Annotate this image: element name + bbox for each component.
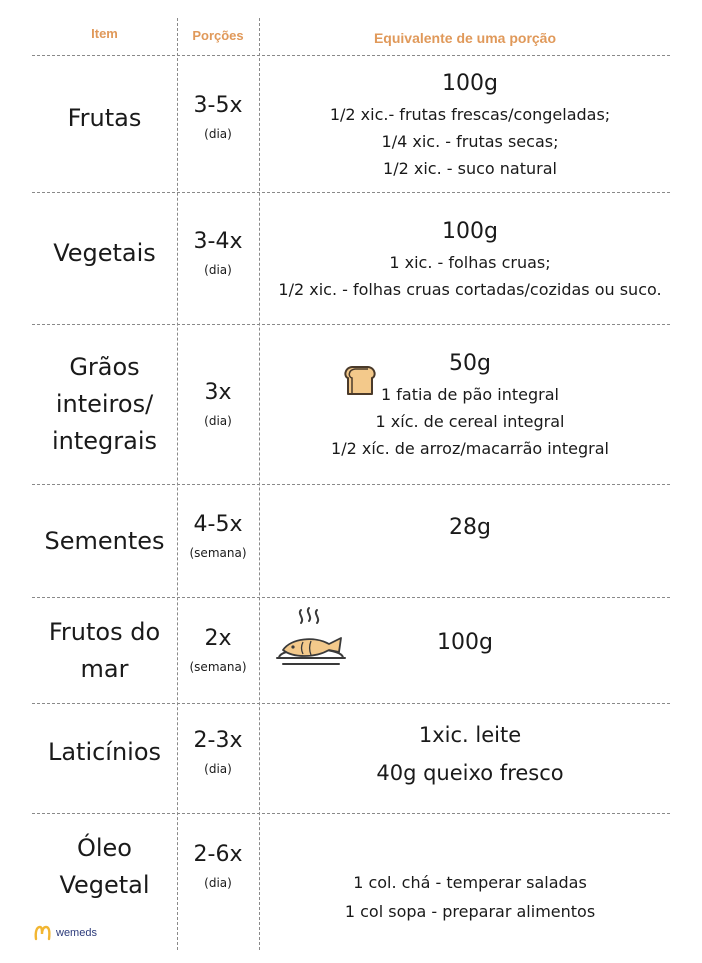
item-name: Grãos [69,353,140,381]
porcao-unit: (dia) [204,262,232,277]
porcao-unit: (dia) [204,127,232,141]
equivalente-line: 1/2 xic. - suco natural [383,158,557,178]
porcao-unit: (semana) [189,546,247,560]
table-row-vegetais [0,193,702,324]
item-name: mar [80,654,129,683]
peso-value: 50g [449,351,491,376]
equivalente-line: 1/2 xíc. de arroz/macarrão integral [331,439,609,458]
header-equivalente: Equivalente de uma porção [373,30,557,46]
peso-value: 100g [437,629,493,655]
equivalente-line: 1 fatia de pão integral [381,385,559,404]
item-name: Frutos do [48,617,161,646]
item-name: Sementes [44,526,165,555]
porcao-unit: (dia) [204,761,232,776]
table-row-oleo-vegetal [0,814,702,949]
peso-value: 28g [449,515,491,540]
porcao-unit: (dia) [204,875,232,890]
equivalente-line: 1 col. chá - temperar saladas [353,872,587,892]
equivalente-line: 1xic. leite [418,722,522,747]
header-porcoes: Porções [192,28,244,43]
porcao-value: 3-4x [193,228,243,254]
item-name: Frutas [67,103,142,132]
equivalente-line: 1 xic. - folhas cruas; [389,252,551,272]
table-row-graos [0,325,702,484]
equivalente-line: 40g queixo fresco [376,760,564,785]
porcao-unit: (dia) [204,413,232,428]
porcao-value: 2-6x [193,841,243,867]
item-name: integrais [51,427,158,455]
equivalente-line: 1/2 xic.- frutas frescas/congeladas; [329,104,611,124]
porcao-value: 2-3x [193,727,243,753]
peso-value: 100g [442,218,498,244]
table-row-laticinios [0,704,702,813]
equivalente-line: 1 col sopa - preparar alimentos [344,901,596,921]
porcao-value: 2x [204,625,232,651]
item-name: Óleo [76,833,132,862]
item-name: Laticínios [47,738,162,766]
item-name: inteiros/ [55,390,154,418]
table-row-frutos-do-mar [0,598,702,703]
equivalente-line: 1/4 xic. - frutas secas; [381,131,559,151]
porcao-value: 3x [204,379,232,405]
table-row-sementes [0,485,702,597]
item-name: Vegetais [53,239,156,267]
wemeds-logo-icon [34,925,52,941]
brand-logo [34,925,97,941]
header-item: Item [91,26,118,41]
bread-icon [343,363,377,397]
fish-platter-icon [271,606,351,672]
equivalente-line: 1/2 xic. - folhas cruas cortadas/cozidas ou suco. [278,279,662,299]
brand-name: wemeds [56,927,97,939]
porcao-value: 3-5x [193,93,243,118]
table-row-frutas [0,56,702,192]
porcao-value: 4-5x [193,512,243,537]
equivalente-line: 1 xíc. de cereal integral [375,412,565,431]
peso-value: 100g [442,70,498,96]
porcao-unit: (semana) [189,659,247,674]
item-name: Vegetal [59,870,150,899]
